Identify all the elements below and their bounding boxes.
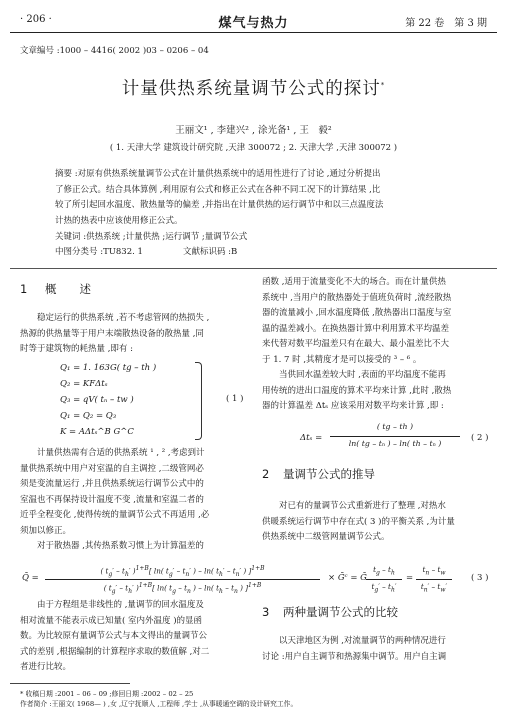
section-number: 1 xyxy=(20,282,28,296)
fraction-numerator: $t_n - t_w$ xyxy=(422,565,446,577)
section-3-heading xyxy=(262,604,398,620)
text-line: 由于方程组是非线性的 ,量调节的回水温度及 xyxy=(37,600,204,610)
keywords: 关键词 :供热系统 ;计量供热 ;运行调节 ;量调节公式 xyxy=(55,232,248,242)
text-line: 以天津地区为例 ,对流量调节的两种情况进行 xyxy=(279,636,446,646)
section-1-para-4 xyxy=(20,598,248,676)
text-line: 须加以修正。 xyxy=(20,525,72,536)
abstract-line: 计热的热表中应该使用修正公式。 xyxy=(55,215,183,226)
equation-line: Q₂ = KFΔtₛ xyxy=(60,379,108,389)
text-line: 器的流量减小 ,回水温度降低 ,散热器出口温度与室 xyxy=(262,308,452,318)
text-line: 器的计算温差 Δtₛ 应该采用对数平均来计算 ,即 : xyxy=(262,401,444,411)
text-line: 来代替对数平均温差只有在最大、最小温差比不大 xyxy=(262,339,450,349)
equation-line: Q₁ = 1. 163G( tg – th ) xyxy=(60,363,157,373)
text-line: 当供回水温差较大时 ,表面的平均温度不能再 xyxy=(279,370,446,380)
text-line: 室温也不再保持设计温度不变 ,流量和室温二者的 xyxy=(20,494,204,505)
section-title: 量调节公式的推导 xyxy=(282,467,375,481)
fraction-numerator: $t_g - t_h$ xyxy=(373,565,395,577)
paper-title xyxy=(0,75,507,100)
abstract-line: 较了所引起回水温度、散热量等的偏差 ,并指出在计量供热的运行调节中和以三点温度法 xyxy=(55,200,384,210)
text-line: 稳定运行的供热系统 ,若不考虑管网的热损失 , xyxy=(37,313,210,323)
equation-2-numerator: ( tg – th ) xyxy=(376,422,414,431)
section-title: 两种量调节公式的比较 xyxy=(282,605,398,619)
text-line: 用传统的进出口温度的算术平均来计算 ,此时 ,散热 xyxy=(262,385,452,396)
equation-system-1 xyxy=(60,360,250,442)
classification xyxy=(55,245,237,257)
section-2-heading xyxy=(262,466,375,482)
affiliations: ( 1. 天津大学 建筑设计研究院 ,天津 300072 ; 2. 天津大学 ,天津 300072 ) xyxy=(109,143,398,153)
equation-number-1: ( 1 ) xyxy=(226,394,244,404)
divider xyxy=(10,268,497,269)
footnote-rule xyxy=(10,683,130,684)
text-line: 计量供热需有合适的供热系统 ¹ , ² ,考虑到计 xyxy=(37,448,205,458)
text-line: 热源的供热量等于用户末端散热设备的散热量 ,同 xyxy=(20,328,204,339)
text-line: 须是变流量运行 ,并且供热系统运行调节公式中的 xyxy=(20,479,204,489)
text-line: 对已有的量调节公式重新进行了整理 ,对热水 xyxy=(279,501,446,511)
equation-line: Q₁ = Q₂ = Q₃ xyxy=(60,411,117,421)
text-line: 者进行比较。 xyxy=(20,662,72,672)
header-rule xyxy=(10,32,497,33)
fraction-bar xyxy=(45,579,320,580)
equation-2-denominator: ln( tg – tₙ ) – ln( th – tₙ ) xyxy=(348,439,442,448)
equals-sign: = xyxy=(406,573,414,583)
paper-title-text: 计量供热系统量调节公式的探讨 xyxy=(121,79,381,99)
clc-number: 中图分类号 :TU832. 1 xyxy=(55,247,143,257)
text-line: 近乎全程变化 ,使得传统的量调节公式不再适用 ,必 xyxy=(20,510,210,520)
page-number: · 206 · xyxy=(20,14,52,25)
footnote-received-date: * 收稿日期 :2001 – 06 – 09 ;修回日期 :2002 – 02 – 25 xyxy=(20,690,194,698)
equation-3-middle: × Ḡᶜ = Ḡ xyxy=(328,573,367,583)
text-line: 系统中 ,当用户的散热器处于值班负荷时 ,流经散热 xyxy=(262,292,452,303)
equation-3-denominator: ( $t_g' - t_h'$ )$^{1+B}$[ ln( $t_g - t_n$ ) – ln( $t_h - t_n$ ) ]$^{1+B}$ xyxy=(103,582,262,595)
text-line: 函数 ,适用于流量变化不大的场合。而在计量供热 xyxy=(262,277,446,287)
article-number: 文章编号 :1000 – 4416( 2002 )03 – 0206 – 04 xyxy=(20,46,209,56)
abstract-line: 了修正公式。结合具体算例 ,利用原有公式和修正公式在各种不同工况下的计算结果 ,比 xyxy=(55,184,381,195)
section-3-para xyxy=(262,634,490,665)
section-1-para-2 xyxy=(20,446,248,555)
text-line: 量供热系统中用户对室温的自主调控 ,二级管网必 xyxy=(20,463,204,474)
text-line: 讨论 :用户自主调节和热源集中调节。用户自主调 xyxy=(262,651,447,662)
text-line: 供热系统中二级管网量调节公式。 xyxy=(262,532,390,542)
section-1-para-1 xyxy=(20,311,248,358)
text-line: 相对流量不能表示成已知量( 室内外温度 )的显函 xyxy=(20,615,203,626)
fraction-denominator: $t_g' - t_h'$ xyxy=(371,582,397,594)
section-title: 概 述 xyxy=(44,282,91,296)
text-line: 于 1. 7 时 ,其精度才是可以接受的 ³ – ⁶ 。 xyxy=(262,354,422,365)
text-line: 对于散热器 ,其传热系数习惯上为计算温差的 xyxy=(37,541,204,551)
equation-number-2: ( 2 ) xyxy=(471,433,489,443)
text-line: 时等于建筑物的耗热量 ,即有 : xyxy=(20,344,133,354)
footnote-author-bio: 作者简介 :王丽文( 1968— ) ,女 ,辽宁抚顺人 ,工程师 ,学士 ,从事暖通空调的设计研究工作。 xyxy=(20,700,298,708)
authors: 王丽文¹ , 李建兴² , 涂光备¹ , 王 毅² xyxy=(175,125,332,136)
equation-2-lhs: Δtₛ = xyxy=(300,433,323,443)
equation-brace xyxy=(195,362,202,440)
equation-3-numerator: ( $t_g' - t_h'$ )$^{1+B}$[ ln( $t_g' - t_n'$ ) – ln( $t_h' - t_n'$ ) ]$^{1+B}$ xyxy=(100,565,265,578)
section-number: 3 xyxy=(262,605,270,619)
title-footnote-mark: * xyxy=(380,81,386,90)
document-code: 文献标识码 :B xyxy=(182,247,238,257)
section-2-para xyxy=(262,499,490,546)
text-line: 数。为比较原有量调节公式与本文得出的量调节公 xyxy=(20,631,208,641)
equation-3-lhs: Q̄ = xyxy=(22,573,39,583)
volume-issue: 第 22 卷 第 3 期 xyxy=(405,18,487,29)
fraction-bar xyxy=(330,436,460,437)
fraction-denominator: $t_n' - t_w'$ xyxy=(420,582,448,594)
journal-name: 煤气与热力 xyxy=(218,16,289,31)
text-line: 式的差别 ,根据编制的计算程序求取的数值解 ,对二 xyxy=(20,646,210,657)
equation-line: Q₃ = qV( tₙ – tw ) xyxy=(60,395,134,405)
text-line: 温的温差减小。在换热器计算中利用算术平均温差 xyxy=(262,323,450,334)
fraction-bar xyxy=(366,579,402,580)
abstract xyxy=(55,167,465,229)
section-1-heading xyxy=(20,281,91,297)
right-column-para-1 xyxy=(262,275,490,415)
text-line: 供暖系统运行调节中存在式( 3 )的平衡关系 ,为计量 xyxy=(262,516,455,527)
section-number: 2 xyxy=(262,467,270,481)
equation-line: K = AΔtₛ^B G^C xyxy=(60,427,134,437)
equation-number-3: ( 3 ) xyxy=(471,573,489,583)
fraction-bar xyxy=(416,579,452,580)
abstract-line: 摘要 :对原有供热系统量调节公式在计量供热系统中的适用性进行了讨论 ,通过分析提出 xyxy=(55,169,381,179)
